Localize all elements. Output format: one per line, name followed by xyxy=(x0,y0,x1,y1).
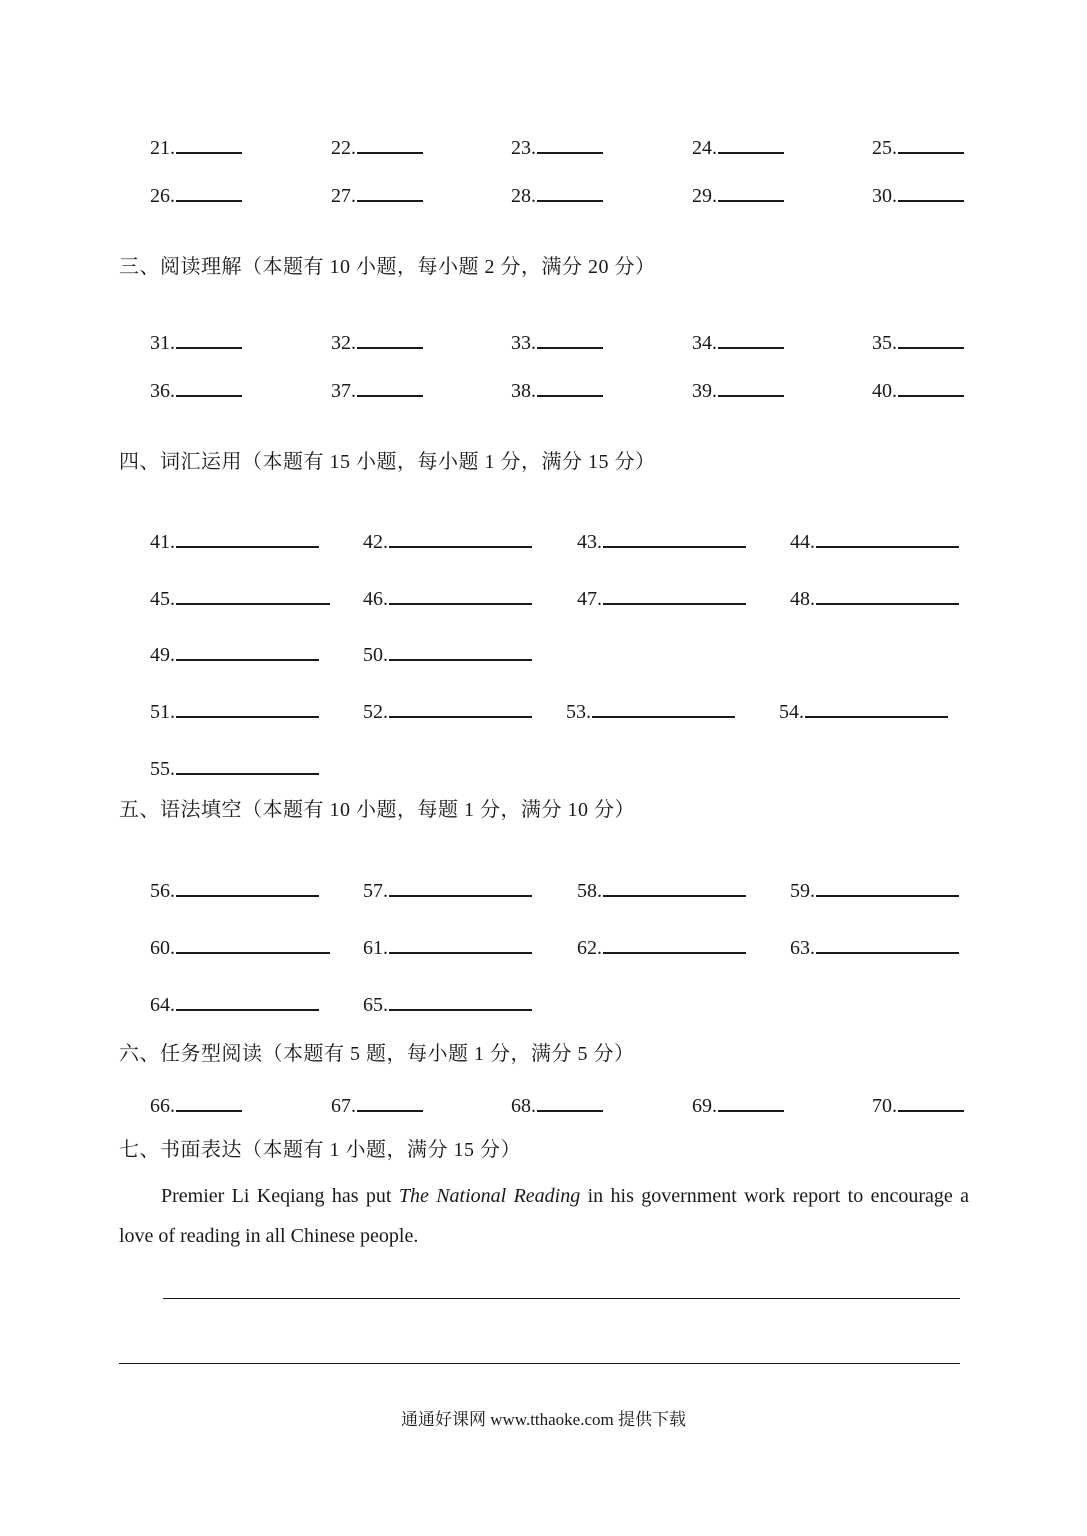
answer-blank-52[interactable] xyxy=(363,697,532,724)
question-number: 40. xyxy=(872,380,897,402)
question-number: 66. xyxy=(150,1095,175,1117)
answer-blank-59[interactable] xyxy=(790,876,959,903)
question-number: 70. xyxy=(872,1095,897,1117)
answer-line[interactable] xyxy=(718,133,784,154)
answer-line[interactable] xyxy=(176,990,319,1011)
answer-blank-34[interactable] xyxy=(692,328,784,355)
answer-line[interactable] xyxy=(357,1091,423,1112)
question-number: 59. xyxy=(790,880,815,902)
answer-blank-32[interactable] xyxy=(331,328,423,355)
answer-blank-36[interactable] xyxy=(150,376,242,403)
question-number: 47. xyxy=(577,588,602,610)
question-number: 62. xyxy=(577,937,602,959)
answer-line[interactable] xyxy=(389,697,532,718)
question-number: 46. xyxy=(363,588,388,610)
answer-blank-30[interactable] xyxy=(872,181,964,208)
question-number: 55. xyxy=(150,758,175,780)
question-number: 52. xyxy=(363,701,388,723)
question-number: 34. xyxy=(692,332,717,354)
answer-blank-58[interactable] xyxy=(577,876,746,903)
question-number: 65. xyxy=(363,994,388,1016)
answer-line[interactable] xyxy=(805,697,948,718)
answer-line[interactable] xyxy=(816,933,959,954)
question-number: 60. xyxy=(150,937,175,959)
answer-line[interactable] xyxy=(898,181,964,202)
question-number: 27. xyxy=(331,185,356,207)
answer-line[interactable] xyxy=(389,876,532,897)
answer-line[interactable] xyxy=(389,527,532,548)
question-number: 50. xyxy=(363,644,388,666)
answer-blank-49[interactable] xyxy=(150,640,319,667)
answer-line[interactable] xyxy=(816,527,959,548)
answer-blank-65[interactable] xyxy=(363,990,532,1017)
answer-line[interactable] xyxy=(816,584,959,605)
answer-blank-45[interactable] xyxy=(150,584,330,611)
answer-blank-21[interactable] xyxy=(150,133,242,160)
question-number: 23. xyxy=(511,137,536,159)
answer-line[interactable] xyxy=(898,1091,964,1112)
answer-line[interactable] xyxy=(176,1091,242,1112)
answer-line[interactable] xyxy=(816,876,959,897)
question-number: 53. xyxy=(566,701,591,723)
answer-line[interactable] xyxy=(176,527,319,548)
answer-line[interactable] xyxy=(537,181,603,202)
question-number: 64. xyxy=(150,994,175,1016)
answer-line[interactable] xyxy=(176,876,319,897)
answer-line[interactable] xyxy=(718,376,784,397)
answer-line[interactable] xyxy=(603,876,746,897)
question-number: 29. xyxy=(692,185,717,207)
answer-line[interactable] xyxy=(389,990,532,1011)
writing-line[interactable] xyxy=(163,1298,960,1299)
answer-blank-37[interactable] xyxy=(331,376,423,403)
answer-blank-25[interactable] xyxy=(872,133,964,160)
answer-blank-41[interactable] xyxy=(150,527,319,554)
question-number: 58. xyxy=(577,880,602,902)
question-number: 32. xyxy=(331,332,356,354)
writing-prompt-text: Premier Li Keqiang has put xyxy=(161,1185,399,1207)
section-heading-writing: 七、书面表达（本题有 1 小题，满分 15 分） xyxy=(119,1139,521,1161)
answer-blank-68[interactable] xyxy=(511,1091,603,1118)
answer-line[interactable] xyxy=(176,133,242,154)
answer-blank-70[interactable] xyxy=(872,1091,964,1118)
answer-blank-55[interactable] xyxy=(150,754,319,781)
answer-line[interactable] xyxy=(537,133,603,154)
answer-line[interactable] xyxy=(603,584,746,605)
section-heading-grammar: 五、语法填空（本题有 10 小题，每题 1 分，满分 10 分） xyxy=(119,799,635,821)
question-number: 51. xyxy=(150,701,175,723)
answer-blank-39[interactable] xyxy=(692,376,784,403)
question-number: 31. xyxy=(150,332,175,354)
answer-line[interactable] xyxy=(176,640,319,661)
question-number: 35. xyxy=(872,332,897,354)
answer-blank-44[interactable] xyxy=(790,527,959,554)
question-number: 26. xyxy=(150,185,175,207)
answer-line[interactable] xyxy=(357,181,423,202)
answer-blank-50[interactable] xyxy=(363,640,532,667)
answer-blank-29[interactable] xyxy=(692,181,784,208)
answer-blank-28[interactable] xyxy=(511,181,603,208)
answer-blank-40[interactable] xyxy=(872,376,964,403)
question-number: 56. xyxy=(150,880,175,902)
answer-line[interactable] xyxy=(176,697,319,718)
question-number: 68. xyxy=(511,1095,536,1117)
answer-blank-43[interactable] xyxy=(577,527,746,554)
writing-line[interactable] xyxy=(119,1363,960,1364)
question-number: 39. xyxy=(692,380,717,402)
answer-line[interactable] xyxy=(718,181,784,202)
answer-line[interactable] xyxy=(718,328,784,349)
question-number: 22. xyxy=(331,137,356,159)
writing-prompt xyxy=(119,1176,969,1256)
answer-line[interactable] xyxy=(898,328,964,349)
question-number: 36. xyxy=(150,380,175,402)
section-heading-task-reading: 六、任务型阅读（本题有 5 题，每小题 1 分，满分 5 分） xyxy=(119,1043,635,1065)
answer-line[interactable] xyxy=(176,328,242,349)
answer-line[interactable] xyxy=(537,376,603,397)
answer-blank-62[interactable] xyxy=(577,933,746,960)
answer-blank-54[interactable] xyxy=(779,697,948,724)
question-number: 41. xyxy=(150,531,175,553)
answer-blank-69[interactable] xyxy=(692,1091,784,1118)
question-number: 28. xyxy=(511,185,536,207)
answer-blank-67[interactable] xyxy=(331,1091,423,1118)
answer-line[interactable] xyxy=(176,933,330,954)
answer-blank-47[interactable] xyxy=(577,584,746,611)
writing-prompt-text-end: in his government work report to encourage a love of reading in all Chinese people. xyxy=(119,1185,969,1247)
answer-blank-24[interactable] xyxy=(692,133,784,160)
section-heading-vocabulary: 四、词汇运用（本题有 15 小题，每小题 1 分，满分 15 分） xyxy=(119,451,656,473)
answer-blank-56[interactable] xyxy=(150,876,319,903)
answer-line[interactable] xyxy=(537,328,603,349)
answer-line[interactable] xyxy=(592,697,735,718)
answer-blank-33[interactable] xyxy=(511,328,603,355)
answer-blank-57[interactable] xyxy=(363,876,532,903)
answer-line[interactable] xyxy=(537,1091,603,1112)
answer-blank-38[interactable] xyxy=(511,376,603,403)
question-number: 21. xyxy=(150,137,175,159)
question-number: 38. xyxy=(511,380,536,402)
question-number: 24. xyxy=(692,137,717,159)
answer-blank-64[interactable] xyxy=(150,990,319,1017)
answer-blank-23[interactable] xyxy=(511,133,603,160)
question-number: 57. xyxy=(363,880,388,902)
answer-blank-61[interactable] xyxy=(363,933,532,960)
answer-blank-35[interactable] xyxy=(872,328,964,355)
answer-blank-66[interactable] xyxy=(150,1091,242,1118)
question-number: 33. xyxy=(511,332,536,354)
answer-blank-22[interactable] xyxy=(331,133,423,160)
answer-line[interactable] xyxy=(603,933,746,954)
answer-blank-51[interactable] xyxy=(150,697,319,724)
question-number: 37. xyxy=(331,380,356,402)
question-number: 61. xyxy=(363,937,388,959)
answer-blank-63[interactable] xyxy=(790,933,959,960)
answer-blank-60[interactable] xyxy=(150,933,330,960)
question-number: 30. xyxy=(872,185,897,207)
answer-line[interactable] xyxy=(176,754,319,775)
question-number: 44. xyxy=(790,531,815,553)
answer-line[interactable] xyxy=(389,933,532,954)
answer-line[interactable] xyxy=(176,584,330,605)
answer-blank-26[interactable] xyxy=(150,181,242,208)
section-heading-reading: 三、阅读理解（本题有 10 小题，每小题 2 分，满分 20 分） xyxy=(119,256,656,278)
answer-line[interactable] xyxy=(603,527,746,548)
question-number: 43. xyxy=(577,531,602,553)
question-number: 67. xyxy=(331,1095,356,1117)
answer-line[interactable] xyxy=(176,376,242,397)
page-footer: 通通好课网 www.tthaoke.com 提供下载 xyxy=(400,1410,687,1429)
answer-blank-42[interactable] xyxy=(363,527,532,554)
answer-blank-31[interactable] xyxy=(150,328,242,355)
answer-line[interactable] xyxy=(357,133,423,154)
question-number: 42. xyxy=(363,531,388,553)
answer-line[interactable] xyxy=(718,1091,784,1112)
answer-blank-46[interactable] xyxy=(363,584,532,611)
answer-line[interactable] xyxy=(357,328,423,349)
question-number: 45. xyxy=(150,588,175,610)
question-number: 63. xyxy=(790,937,815,959)
answer-line[interactable] xyxy=(389,584,532,605)
answer-line[interactable] xyxy=(898,376,964,397)
answer-blank-27[interactable] xyxy=(331,181,423,208)
answer-line[interactable] xyxy=(898,133,964,154)
question-number: 25. xyxy=(872,137,897,159)
question-number: 54. xyxy=(779,701,804,723)
question-number: 69. xyxy=(692,1095,717,1117)
answer-line[interactable] xyxy=(357,376,423,397)
question-number: 48. xyxy=(790,588,815,610)
answer-blank-48[interactable] xyxy=(790,584,959,611)
answer-line[interactable] xyxy=(176,181,242,202)
question-number: 49. xyxy=(150,644,175,666)
answer-line[interactable] xyxy=(389,640,532,661)
answer-blank-53[interactable] xyxy=(566,697,735,724)
writing-prompt-title: The National Reading xyxy=(398,1185,581,1207)
